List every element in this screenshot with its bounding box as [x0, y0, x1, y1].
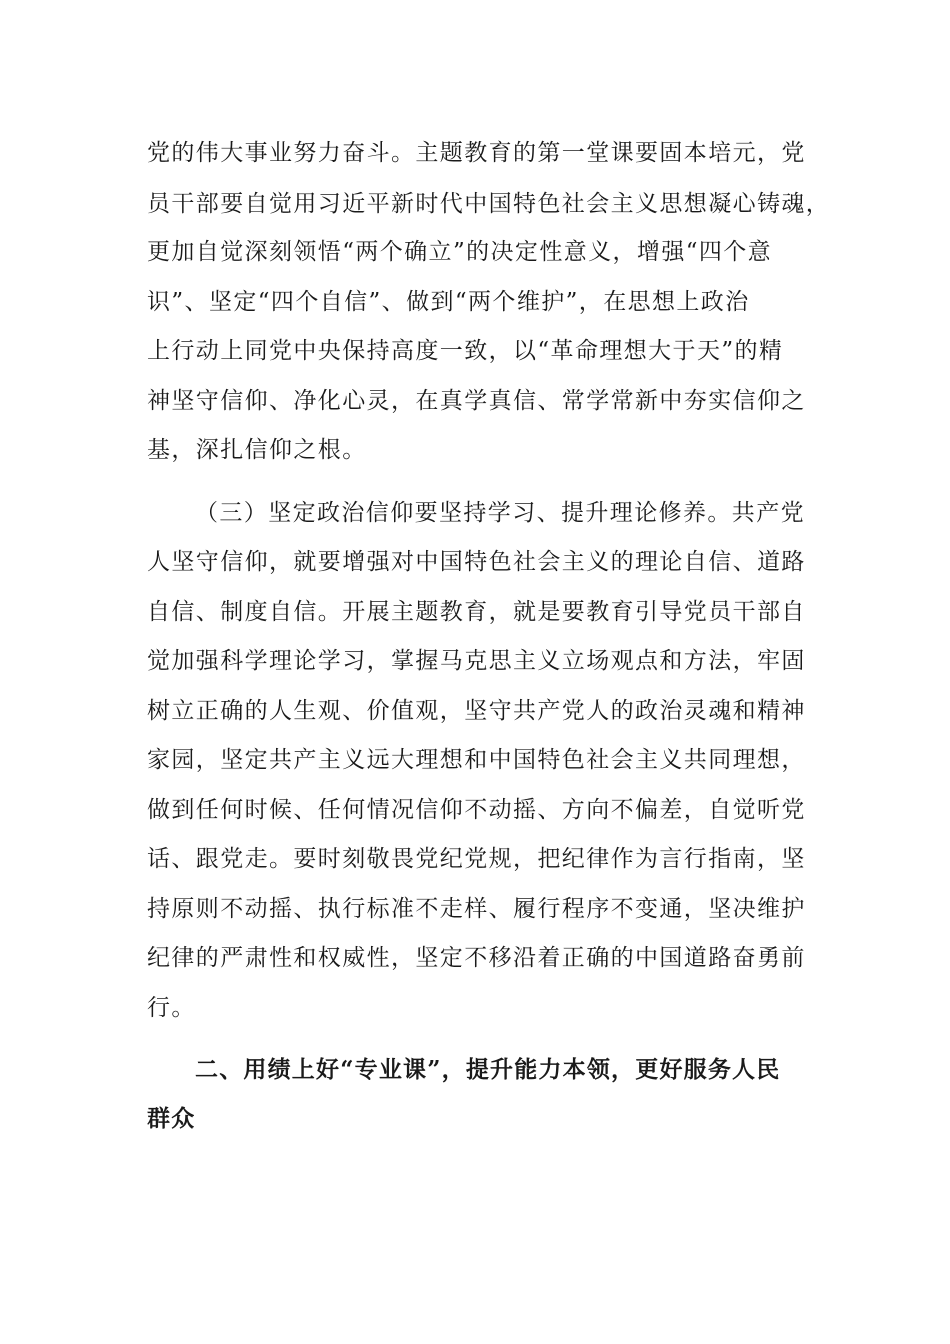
paragraph-2-line-10: 纪律的严肃性和权威性，坚定不移沿着正确的中国道路奋勇前: [147, 945, 806, 971]
paragraph-1-line-7: 基，深扎信仰之根。: [147, 437, 367, 463]
paragraph-1-line-4: 识”、坚定“四个自信”、做到“两个维护”，在思想上政治: [147, 289, 750, 315]
paragraph-2-line-9: 持原则不动摇、执行标准不走样、履行程序不变通，坚决维护: [147, 896, 806, 922]
paragraph-2-line-1: （三）坚定政治信仰要坚持学习、提升理论修养。共产党: [195, 500, 805, 526]
paragraph-2-line-11: 行。: [147, 995, 196, 1021]
paragraph-2-line-8: 话、跟党走。要时刻敬畏党纪党规，把纪律作为言行指南，坚: [147, 846, 806, 872]
paragraph-1-line-1: 党的伟大事业努力奋斗。主题教育的第一堂课要固本培元，党: [147, 140, 806, 166]
paragraph-1-line-6: 神坚守信仰、净化心灵，在真学真信、常学常新中夯实信仰之: [147, 388, 806, 414]
paragraph-2-line-7: 做到任何时候、任何情况信仰不动摇、方向不偏差，自觉听党: [147, 797, 806, 823]
paragraph-2-line-5: 树立正确的人生观、价值观，坚守共产党人的政治灵魂和精神: [147, 698, 806, 724]
paragraph-2-line-2: 人坚守信仰，就要增强对中国特色社会主义的理论自信、道路: [147, 549, 806, 575]
paragraph-1-line-2: 员干部要自觉用习近平新时代中国特色社会主义思想凝心铸魂，: [147, 191, 831, 217]
paragraph-1-line-3: 更加自觉深刻领悟“两个确立”的决定性意义，增强“四个意: [147, 239, 773, 265]
paragraph-2-line-3: 自信、制度自信。开展主题教育，就是要教育引导党员干部自: [147, 599, 806, 625]
paragraph-2-line-4: 觉加强科学理论学习，掌握马克思主义立场观点和方法，牢固: [147, 648, 806, 674]
paragraph-1-line-5: 上行动上同党中央保持高度一致，以“革命理想大于天”的精: [147, 338, 784, 364]
section-heading-line-1: 二、用绩上好“专业课”，提升能力本领，更好服务人民: [195, 1056, 781, 1083]
paragraph-2-line-6: 家园，坚定共产主义远大理想和中国特色社会主义共同理想，: [147, 747, 806, 773]
section-heading-line-2: 群众: [147, 1105, 196, 1132]
